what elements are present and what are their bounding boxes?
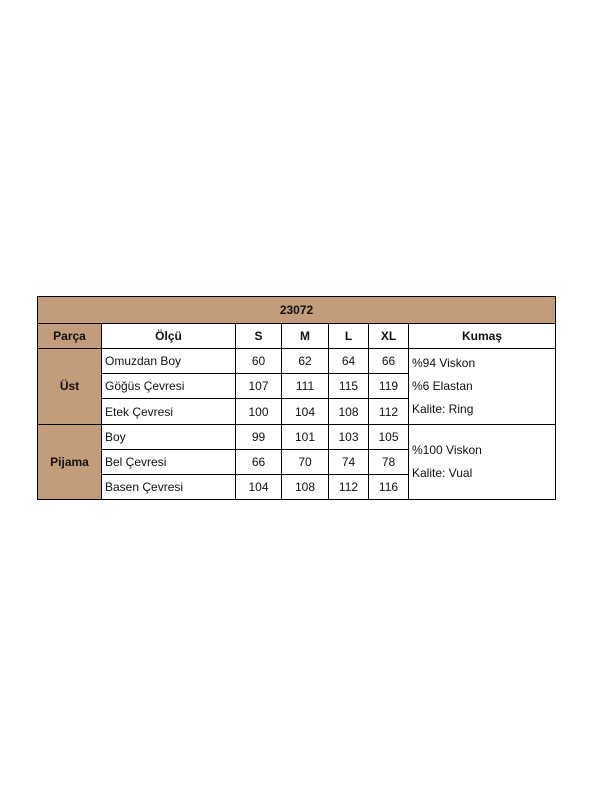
size-value: 100: [236, 399, 282, 424]
fabric-info-ust: [409, 349, 556, 424]
size-value: 105: [369, 424, 409, 449]
size-value: 99: [236, 424, 282, 449]
fabric-line: %100 Viskon: [412, 442, 482, 457]
size-value: 74: [329, 449, 369, 474]
size-value: 60: [236, 349, 282, 374]
size-value: 119: [369, 374, 409, 399]
size-value: 107: [236, 374, 282, 399]
model-code: 23072: [38, 297, 556, 324]
size-value: 62: [282, 349, 329, 374]
part-label-pijama: Pijama: [38, 424, 102, 499]
header-size-s: S: [236, 324, 282, 349]
fabric-line: %6 Elastan: [412, 378, 473, 393]
header-measure: Ölçü: [102, 324, 236, 349]
measure-label: Boy: [102, 424, 236, 449]
size-value: 66: [369, 349, 409, 374]
measure-label: Basen Çevresi: [102, 474, 236, 499]
size-value: 70: [282, 449, 329, 474]
size-value: 66: [236, 449, 282, 474]
measure-label: Bel Çevresi: [102, 449, 236, 474]
fabric-line: Kalite: Ring: [412, 401, 474, 416]
measure-label: Omuzdan Boy: [102, 349, 236, 374]
header-fabric: Kumaş: [409, 324, 556, 349]
header-part: Parça: [38, 324, 102, 349]
size-value: 103: [329, 424, 369, 449]
measure-label: Göğüs Çevresi: [102, 374, 236, 399]
header-size-m: M: [282, 324, 329, 349]
size-value: 115: [329, 374, 369, 399]
header-size-xl: XL: [369, 324, 409, 349]
table-row: [38, 349, 556, 374]
size-value: 64: [329, 349, 369, 374]
size-value: 104: [282, 399, 329, 424]
part-label-ust: Üst: [38, 349, 102, 424]
fabric-line: Kalite: Vual: [412, 465, 473, 480]
size-value: 112: [369, 399, 409, 424]
table-row: [38, 424, 556, 449]
fabric-line: %94 Viskon: [412, 355, 476, 370]
fabric-info-pijama: [409, 424, 556, 499]
size-value: 111: [282, 374, 329, 399]
size-value: 116: [369, 474, 409, 499]
size-value: 108: [282, 474, 329, 499]
size-value: 104: [236, 474, 282, 499]
size-chart-table: [37, 296, 556, 500]
size-value: 112: [329, 474, 369, 499]
header-size-l: L: [329, 324, 369, 349]
size-value: 78: [369, 449, 409, 474]
size-value: 108: [329, 399, 369, 424]
size-value: 101: [282, 424, 329, 449]
measure-label: Etek Çevresi: [102, 399, 236, 424]
